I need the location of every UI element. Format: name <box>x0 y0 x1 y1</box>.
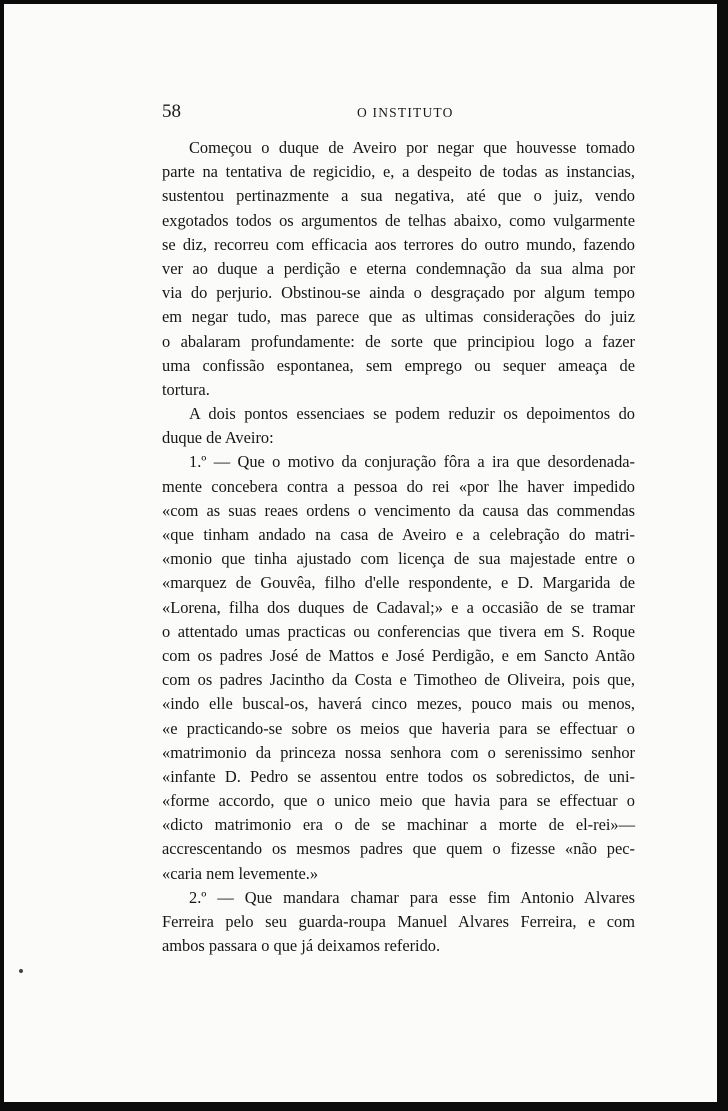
text-line: A dois pontos essenciaes se podem reduzir os depoimentos do <box>189 404 635 424</box>
text-line: 1.º — Que o motivo da conjuração fôra a ira que desordenada- <box>189 452 635 472</box>
text-line: duque de Aveiro: <box>162 428 274 448</box>
text-line: «forme accordo, que o unico meio que havia para se effectuar o <box>162 791 635 811</box>
text-line: mente concebera contra a pessoa do rei «por lhe haver impedido <box>162 476 635 496</box>
running-head <box>4 101 717 125</box>
ink-speck <box>18 968 23 973</box>
text-line: «infante D. Pedro se assentou entre todos os sobredictos, de uni- <box>162 766 635 786</box>
text-line: uma confissão espontanea, sem emprego ou sequer ameaça de <box>162 355 635 375</box>
text-line: «com as suas reaes ordens o vencimento da causa das commendas <box>162 500 635 520</box>
text-line: exgotados todos os argumentos de telhas abaixo, como vulgarmente <box>162 210 635 230</box>
running-title: O INSTITUTO <box>357 105 454 120</box>
text-line: sustentou pertinazmente a sua negativa, até que o juiz, vendo <box>162 186 635 206</box>
text-line: o attentado umas practicas ou conferencias que tivera em S. Roque <box>162 621 635 641</box>
text-line: «marquez de Gouvêa, filho d'elle respondente, e D. Margarida de <box>162 573 635 593</box>
text-line: o abalaram profundamente: de sorte que principiou logo a fazer <box>162 331 635 351</box>
text-line: accrescentando os mesmos padres que quem o fizesse «não pec- <box>162 839 635 859</box>
text-line: se diz, recorreu com efficacia aos terrores do outro mundo, fazendo <box>162 234 635 254</box>
text-line: ver ao duque a perdição e eterna condemnação da sua alma por <box>162 258 635 278</box>
text-line: «caria nem levemente.» <box>162 863 319 883</box>
text-line: em negar tudo, mas parece que as ultimas considerações do juiz <box>162 307 635 327</box>
text-line: com os padres José de Mattos e José Perdigão, e em Sancto Antão <box>162 645 635 665</box>
text-line: Começou o duque de Aveiro por negar que houvesse tomado <box>189 138 635 157</box>
text-line: 2.º — Que mandara chamar para esse fim Antonio Alvares <box>189 887 635 907</box>
text-line: «indo elle buscal-os, haverá cinco mezes, pouco mais ou menos, <box>162 694 635 714</box>
text-line: com os padres Jacintho da Costa e Timotheo de Oliveira, pois que, <box>162 670 635 690</box>
text-line: parte na tentativa de regicidio, e, a despeito de todas as instancias, <box>162 162 635 182</box>
text-line: Ferreira pelo seu guarda-roupa Manuel Alvares Ferreira, e com <box>162 912 635 931</box>
text-line: ambos passara o que já deixamos referido. <box>162 936 441 956</box>
text-line: «dicto matrimonio era o de se machinar a morte de el-rei»— <box>162 815 635 835</box>
text-line: via do perjurio. Obstinou-se ainda o desgraçado por algum tempo <box>162 283 635 303</box>
text-line: «e practicando-se sobre os meios que haveria para se effectuar o <box>162 718 635 738</box>
text-line: «que tinham andado na casa de Aveiro e a celebração do matri- <box>162 525 635 544</box>
text-line: tortura. <box>162 379 210 399</box>
page-number: 58 <box>162 101 181 122</box>
book-page <box>4 4 717 1102</box>
text-line: «matrimonio da princeza nossa senhora com o serenissimo senhor <box>162 742 635 762</box>
text-line: «monio que tinha ajustado com licença de sua majestade entre o <box>162 549 635 569</box>
body-text <box>162 136 635 958</box>
text-line: «Lorena, filha dos duques de Cadaval;» e a occasião de se tramar <box>162 597 635 617</box>
